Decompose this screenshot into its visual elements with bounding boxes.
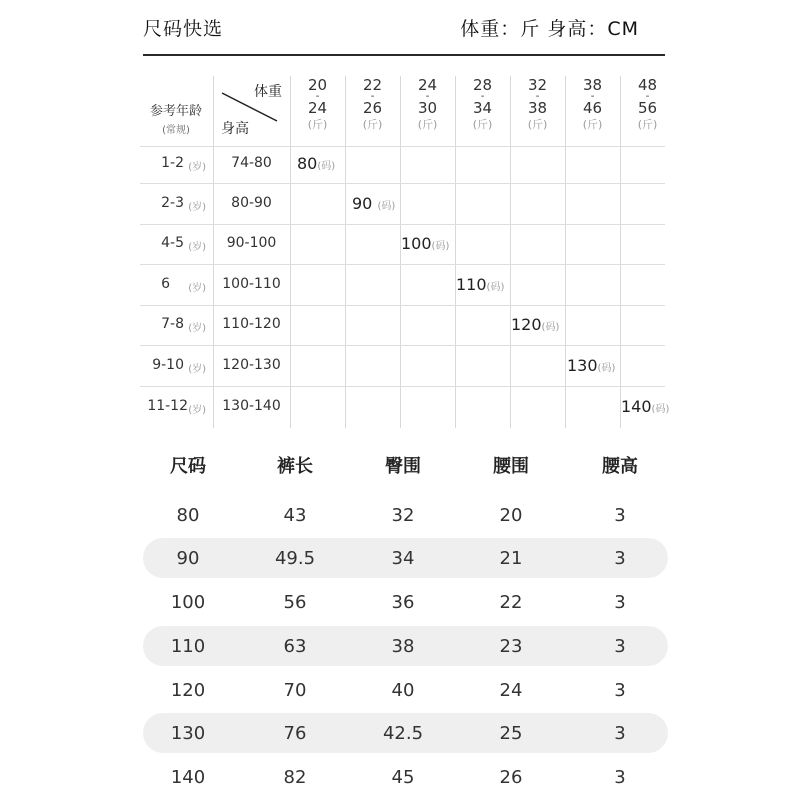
height-cell: 100-110 <box>222 276 281 292</box>
weight-unit: (斤) <box>472 118 493 131</box>
cell-size: 100 <box>170 592 206 613</box>
cell-size: 110 <box>170 636 206 657</box>
age-unit: (岁) <box>188 323 206 334</box>
table-row <box>143 538 668 578</box>
column-header-hip: 臀围 <box>385 456 421 477</box>
weight-column-header <box>400 78 455 130</box>
cell-pants-length: 82 <box>283 767 307 788</box>
header-divider <box>143 54 665 56</box>
weight-column-header <box>510 78 565 130</box>
height-cell: 90-100 <box>226 235 277 251</box>
age-value: 6 <box>161 276 170 292</box>
cell-hip: 36 <box>391 592 415 613</box>
age-label: 参考年龄 <box>149 104 202 119</box>
cell-waist-height: 3 <box>614 723 626 744</box>
size-value: 80 <box>297 154 318 173</box>
weight-low: 24 <box>417 76 438 94</box>
age-unit: (岁) <box>188 242 206 253</box>
weight-dash: - <box>425 91 430 102</box>
height-cell: 74-80 <box>231 155 272 171</box>
size-quick-pick-header <box>143 14 665 44</box>
cell-hip: 45 <box>391 767 415 788</box>
weight-low: 20 <box>307 76 328 94</box>
weight-high: 30 <box>417 99 438 117</box>
size-unit: (码) <box>431 241 450 252</box>
height-cell: 110-120 <box>222 316 281 332</box>
size-unit: (码) <box>651 404 670 415</box>
weight-dash: - <box>590 91 595 102</box>
weight-column-header <box>290 78 345 130</box>
cell-waist: 26 <box>499 767 523 788</box>
weight-column-header <box>620 78 675 130</box>
grid-hline <box>140 146 665 147</box>
cell-pants-length: 76 <box>283 723 307 744</box>
age-sublabel: (常规) <box>162 125 190 136</box>
table-row <box>143 626 668 666</box>
size-pick-cell[interactable] <box>511 315 559 334</box>
size-unit: (码) <box>597 363 616 374</box>
grid-hline <box>140 305 665 306</box>
cell-size: 120 <box>170 680 206 701</box>
weight-column-header <box>345 78 400 130</box>
table-row <box>143 757 668 797</box>
weight-high: 56 <box>637 99 658 117</box>
weight-high: 34 <box>472 99 493 117</box>
size-pick-cell[interactable] <box>621 397 669 416</box>
weight-high: 38 <box>527 99 548 117</box>
cell-size: 80 <box>176 505 200 526</box>
size-quick-pick-grid <box>140 76 670 428</box>
units-legend: 体重：斤 身高：CM <box>460 18 639 40</box>
cell-waist-height: 3 <box>614 636 626 657</box>
weight-low: 48 <box>637 76 658 94</box>
cell-size: 140 <box>170 767 206 788</box>
cell-waist: 23 <box>499 636 523 657</box>
weight-column-header <box>455 78 510 130</box>
cell-pants-length: 70 <box>283 680 307 701</box>
size-pick-cell[interactable] <box>352 194 395 213</box>
height-cell: 80-90 <box>231 195 272 211</box>
weight-dash: - <box>315 91 320 102</box>
age-unit: (岁) <box>188 162 206 173</box>
cell-pants-length: 56 <box>283 592 307 613</box>
weight-unit: (斤) <box>527 118 548 131</box>
age-value: 4-5 <box>161 235 184 251</box>
cell-hip: 38 <box>391 636 415 657</box>
column-header-waist-height: 腰高 <box>602 456 638 477</box>
size-unit: (码) <box>377 201 396 212</box>
cell-pants-length: 49.5 <box>274 548 316 569</box>
weight-unit: (斤) <box>362 118 383 131</box>
cell-waist: 20 <box>499 505 523 526</box>
cell-waist-height: 3 <box>614 505 626 526</box>
diagonal-header-cell <box>213 76 290 146</box>
weight-high: 26 <box>362 99 383 117</box>
grid-hline <box>140 183 665 184</box>
column-header-size: 尺码 <box>170 456 206 477</box>
size-value: 130 <box>567 356 598 375</box>
cell-waist: 21 <box>499 548 523 569</box>
height-cell: 120-130 <box>222 357 281 373</box>
age-value: 2-3 <box>161 195 184 211</box>
size-unit: (码) <box>317 161 336 172</box>
size-pick-cell[interactable] <box>456 275 504 294</box>
measurement-table-header <box>143 452 668 476</box>
weight-unit: (斤) <box>582 118 603 131</box>
weight-column-header <box>565 78 620 130</box>
age-unit: (岁) <box>188 405 206 416</box>
cell-size: 90 <box>176 548 200 569</box>
cell-hip: 42.5 <box>382 723 424 744</box>
table-row <box>143 582 668 622</box>
column-header-waist: 腰围 <box>493 456 529 477</box>
cell-waist-height: 3 <box>614 592 626 613</box>
weight-unit: (斤) <box>637 118 658 131</box>
size-pick-cell[interactable] <box>401 234 449 253</box>
size-value: 100 <box>401 234 432 253</box>
size-pick-cell[interactable] <box>297 154 335 173</box>
size-pick-cell[interactable] <box>567 356 615 375</box>
weight-dash: - <box>535 91 540 102</box>
grid-hline <box>140 264 665 265</box>
size-value: 90 <box>352 194 373 213</box>
height-cell: 130-140 <box>222 398 281 414</box>
age-value: 1-2 <box>161 155 184 171</box>
cell-waist-height: 3 <box>614 767 626 788</box>
age-unit: (岁) <box>188 283 206 294</box>
weight-label: 体重 <box>254 84 282 100</box>
cell-waist: 24 <box>499 680 523 701</box>
age-column-header <box>140 100 212 136</box>
age-unit: (岁) <box>188 364 206 375</box>
size-value: 140 <box>621 397 652 416</box>
weight-high: 24 <box>307 99 328 117</box>
cell-waist: 22 <box>499 592 523 613</box>
weight-dash: - <box>370 91 375 102</box>
weight-low: 28 <box>472 76 493 94</box>
cell-pants-length: 63 <box>283 636 307 657</box>
cell-waist: 25 <box>499 723 523 744</box>
cell-hip: 32 <box>391 505 415 526</box>
page-title: 尺码快选 <box>143 18 224 40</box>
weight-low: 38 <box>582 76 603 94</box>
table-row <box>143 713 668 753</box>
cell-size: 130 <box>170 723 206 744</box>
grid-hline <box>140 345 665 346</box>
grid-hline <box>140 224 665 225</box>
weight-unit: (斤) <box>307 118 328 131</box>
weight-unit: (斤) <box>417 118 438 131</box>
age-value: 9-10 <box>152 357 184 373</box>
weight-dash: - <box>480 91 485 102</box>
cell-pants-length: 43 <box>283 505 307 526</box>
cell-waist-height: 3 <box>614 680 626 701</box>
cell-waist-height: 3 <box>614 548 626 569</box>
table-row <box>143 670 668 710</box>
size-unit: (码) <box>541 322 560 333</box>
size-unit: (码) <box>486 282 505 293</box>
size-value: 120 <box>511 315 542 334</box>
cell-hip: 34 <box>391 548 415 569</box>
column-header-pants-length: 裤长 <box>277 456 313 477</box>
table-row <box>143 495 668 535</box>
weight-dash: - <box>645 91 650 102</box>
height-label: 身高 <box>221 121 249 137</box>
cell-hip: 40 <box>391 680 415 701</box>
grid-hline <box>140 386 665 387</box>
size-value: 110 <box>456 275 487 294</box>
age-value: 11-12 <box>147 398 188 414</box>
weight-high: 46 <box>582 99 603 117</box>
weight-low: 32 <box>527 76 548 94</box>
weight-low: 22 <box>362 76 383 94</box>
age-value: 7-8 <box>161 316 184 332</box>
age-unit: (岁) <box>188 202 206 213</box>
